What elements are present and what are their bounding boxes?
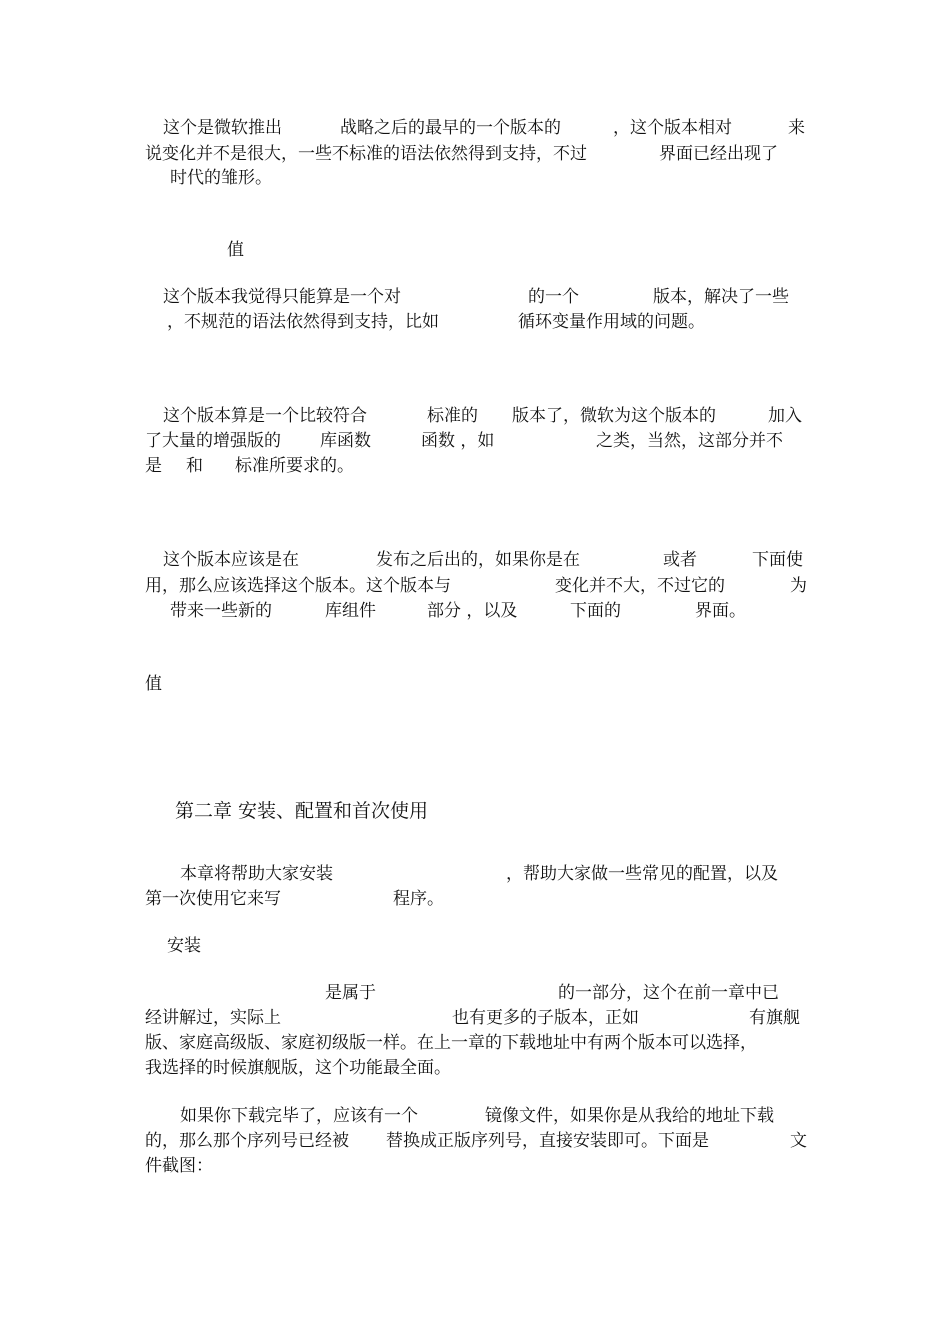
text-run: 本章将帮助大家安装 bbox=[180, 864, 333, 884]
text-run: 的一部分，这个在前一章中已 bbox=[558, 983, 779, 1003]
text-run: 循环变量作用域的问题。 bbox=[518, 312, 705, 332]
value-label: 值 bbox=[145, 674, 162, 694]
text-run: 了大量的增强版的 bbox=[145, 431, 281, 451]
text-run: 是 bbox=[145, 456, 162, 476]
text-run: 说变化并不是很大，一些不标准的语法依然得到支持，不过 bbox=[145, 144, 587, 164]
text-run: 有旗舰 bbox=[749, 1008, 800, 1028]
text-run: 镜像文件，如果你是从我给的地址下载 bbox=[485, 1106, 774, 1126]
text-run: 这个是微软推出 bbox=[163, 118, 282, 138]
text-run: 件截图： bbox=[145, 1156, 213, 1176]
text-run: 版、家庭高级版、家庭初级版一样。在上一章的下载地址中有两个版本可以选择， bbox=[145, 1033, 757, 1053]
text-run: 替换成正版序列号，直接安装即可。下面是 bbox=[386, 1131, 709, 1151]
text-run: 这个版本算是一个比较符合 bbox=[163, 406, 367, 426]
text-run: ，帮助大家做一些常见的配置，以及 bbox=[506, 864, 778, 884]
text-run: 变化并不大，不过它的 bbox=[555, 576, 725, 596]
text-run: 函数 ，如 bbox=[421, 431, 495, 451]
text-run: 的，那么那个序列号已经被 bbox=[145, 1131, 349, 1151]
text-run: 标准的 bbox=[427, 406, 478, 426]
text-run: 这个版本我觉得只能算是一个对 bbox=[163, 287, 401, 307]
text-run: 之类，当然，这部分并不 bbox=[596, 431, 783, 451]
text-run: 加入 bbox=[768, 406, 802, 426]
text-run: 来 bbox=[788, 118, 805, 138]
section-heading-install: 安装 bbox=[167, 936, 201, 956]
text-run: 战略之后的最早的一个版本的 bbox=[340, 118, 561, 138]
text-run: 程序。 bbox=[393, 889, 444, 909]
text-run: 经讲解过，实际上 bbox=[145, 1008, 281, 1028]
text-run: ，这个版本相对 bbox=[613, 118, 732, 138]
text-run: 的一个 bbox=[528, 287, 579, 307]
text-run: 库函数 bbox=[320, 431, 371, 451]
text-run: 界面。 bbox=[695, 601, 746, 621]
text-run: 我选择的时候旗舰版，这个功能最全面。 bbox=[145, 1058, 451, 1078]
text-run: 用，那么应该选择这个版本。这个版本与 bbox=[145, 576, 451, 596]
text-run: 版本，解决了一些 bbox=[653, 287, 789, 307]
text-run: 下面使 bbox=[752, 550, 803, 570]
text-run: 部分 ，以及 bbox=[427, 601, 518, 621]
value-label: 值 bbox=[227, 240, 244, 260]
text-run: 版本了，微软为这个版本的 bbox=[512, 406, 716, 426]
text-run: 界面已经出现了 bbox=[659, 144, 778, 164]
text-run: 标准所要求的。 bbox=[235, 456, 354, 476]
text-run: 下面的 bbox=[570, 601, 621, 621]
text-run: 是属于 bbox=[325, 983, 376, 1003]
chapter-title: 第二章 安装、配置和首次使用 bbox=[175, 800, 429, 822]
text-run: 和 bbox=[186, 456, 203, 476]
text-run: 这个版本应该是在 bbox=[163, 550, 299, 570]
text-run: 时代的雏形。 bbox=[170, 168, 272, 188]
text-run: 发布之后出的，如果你是在 bbox=[376, 550, 580, 570]
text-run: 带来一些新的 bbox=[170, 601, 272, 621]
text-run: ，不规范的语法依然得到支持，比如 bbox=[167, 312, 439, 332]
text-run: 也有更多的子版本，正如 bbox=[452, 1008, 639, 1028]
text-run: 或者 bbox=[663, 550, 697, 570]
text-run: 文 bbox=[790, 1131, 807, 1151]
text-run: 库组件 bbox=[325, 601, 376, 621]
text-run: 为 bbox=[790, 576, 807, 596]
text-run: 第一次使用它来写 bbox=[145, 889, 281, 909]
text-run: 如果你下载完毕了，应该有一个 bbox=[180, 1106, 418, 1126]
